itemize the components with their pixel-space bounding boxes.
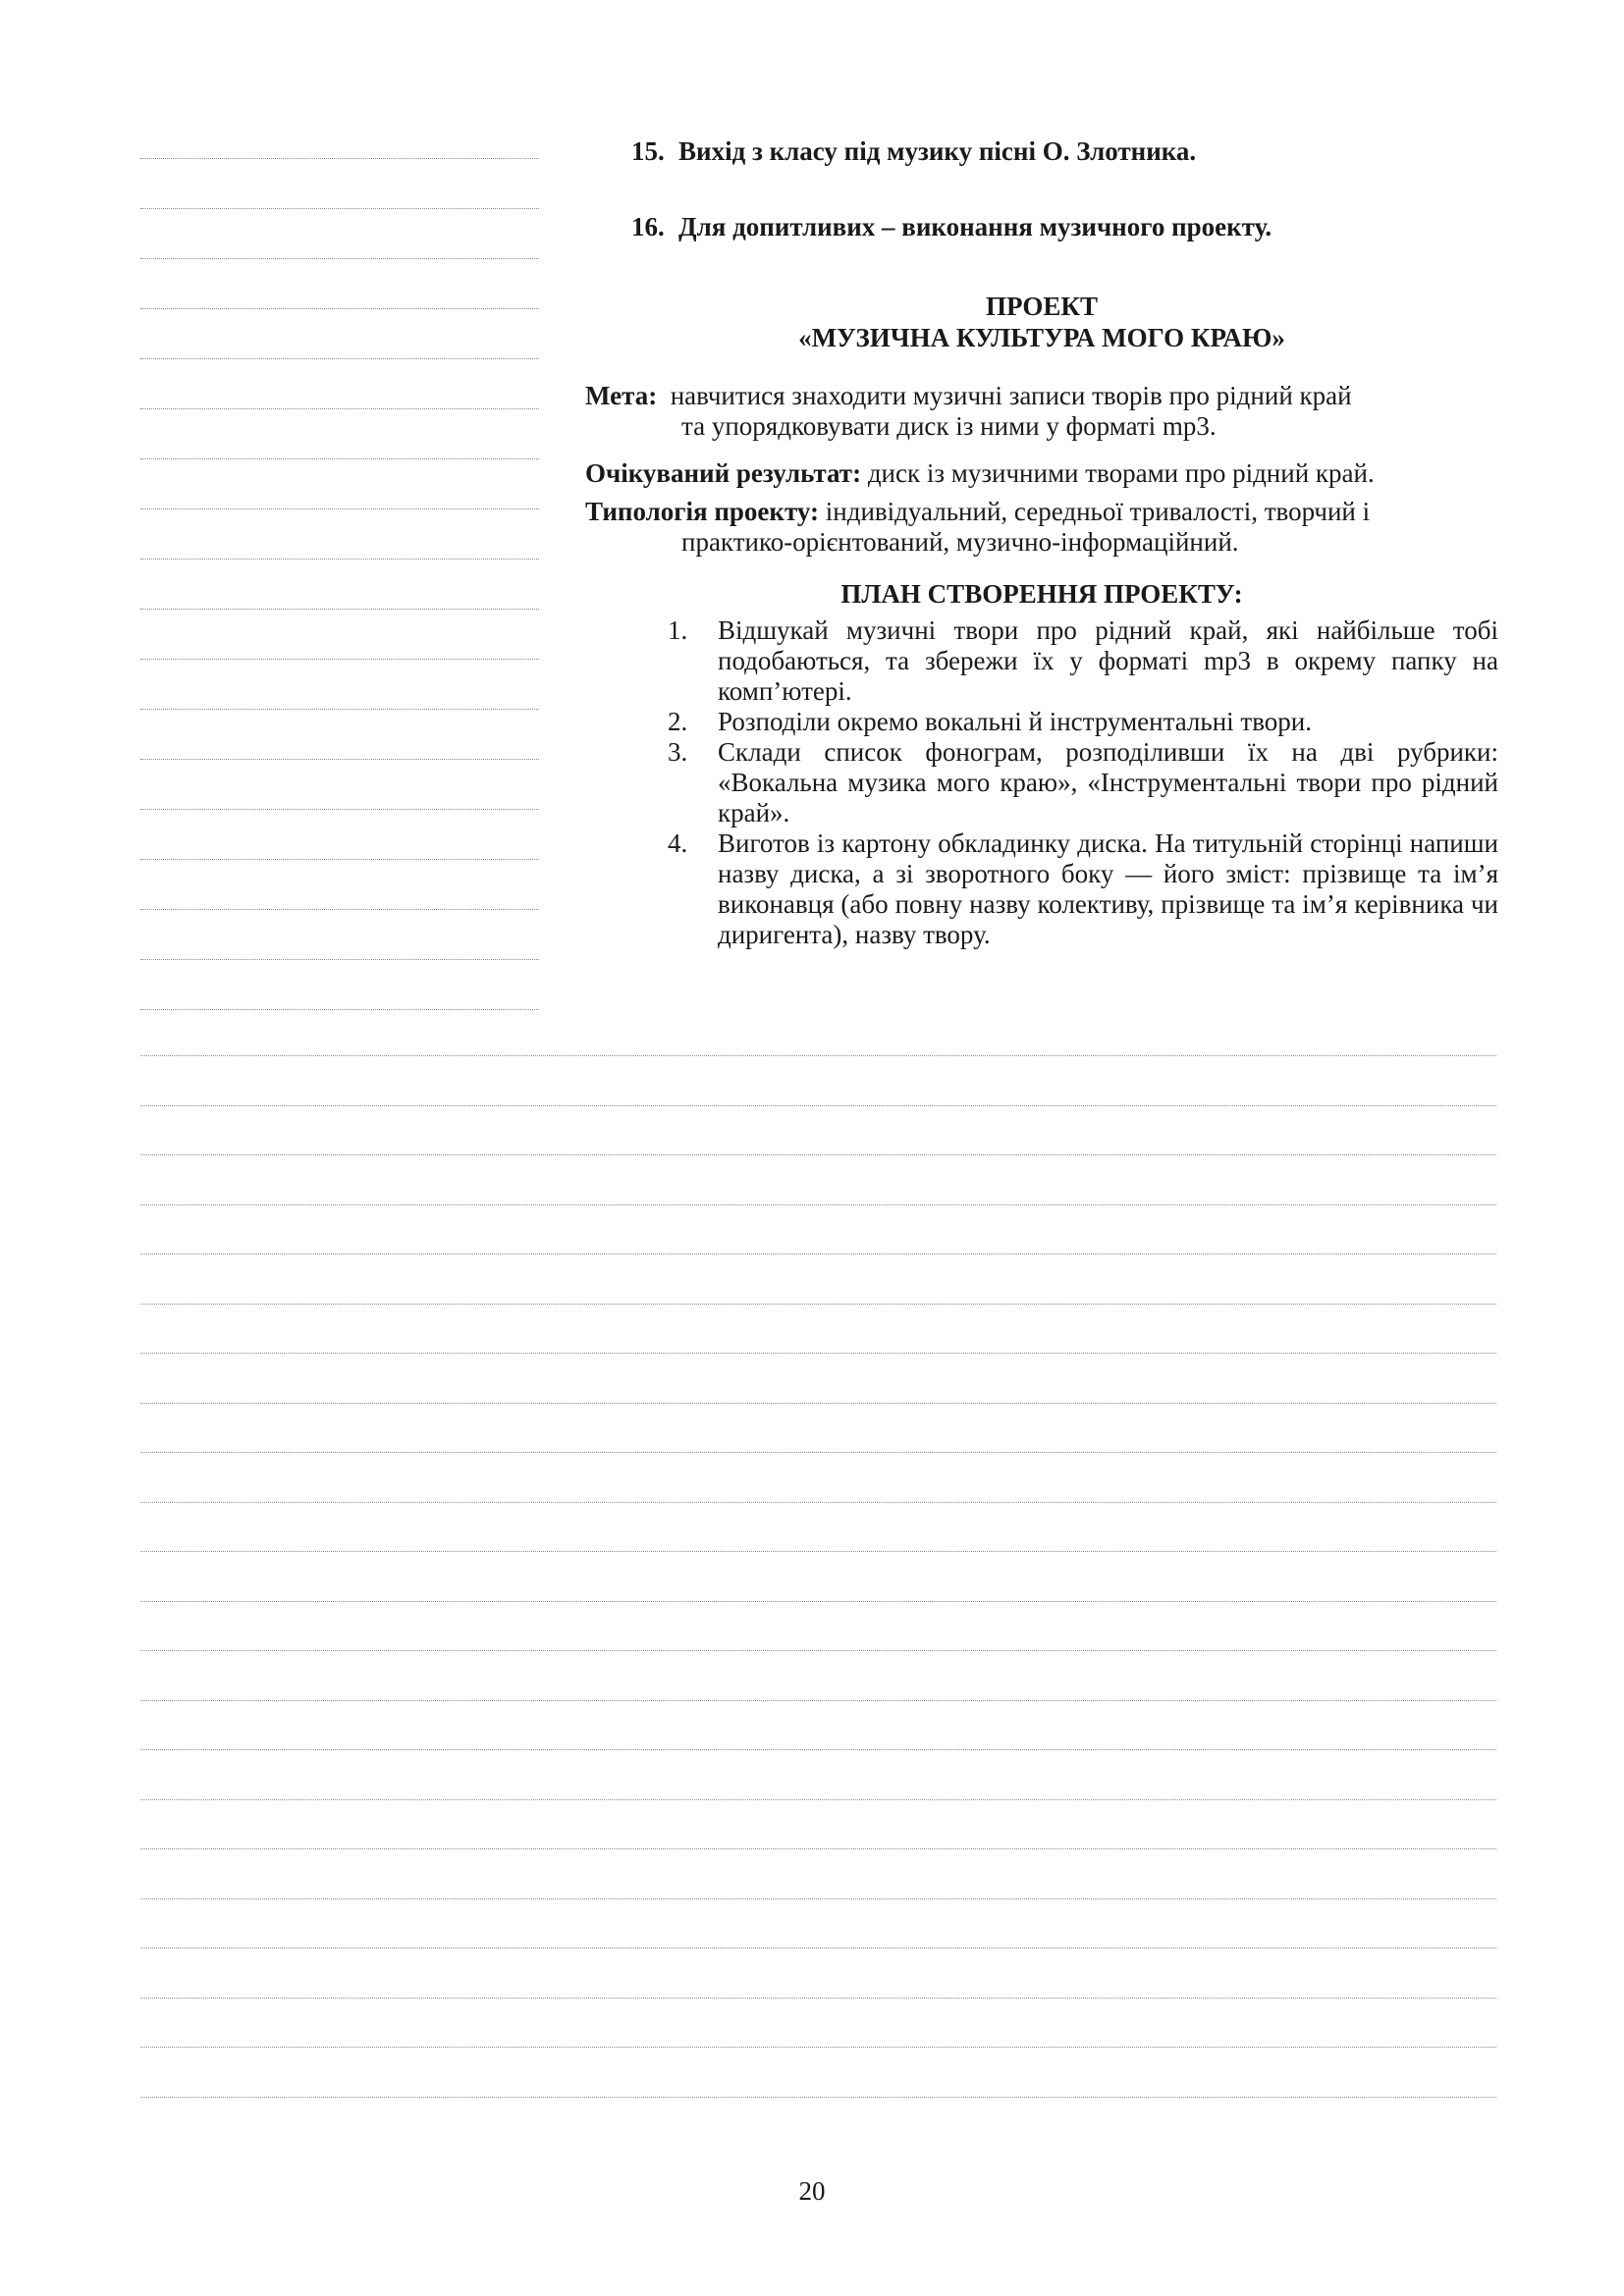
plan-item-number: 3.	[668, 737, 688, 767]
project-label: ПРОЕКТ	[986, 292, 1098, 321]
notes-writing-lines	[140, 1055, 1496, 2098]
writing-line	[140, 159, 539, 209]
writing-line	[140, 1552, 1496, 1602]
writing-line	[140, 910, 539, 960]
writing-line	[140, 1056, 1496, 1106]
plan-item	[668, 707, 1498, 737]
plan-item	[668, 828, 1498, 950]
writing-line	[140, 1255, 1496, 1305]
plan-item	[668, 737, 1498, 828]
plan-item	[668, 615, 1498, 707]
plan-item-number: 4.	[668, 828, 688, 858]
plan-item-number: 2.	[668, 707, 688, 736]
writing-line	[140, 710, 539, 760]
project-title: «МУЗИЧНА КУЛЬТУРА МОГО КРАЮ»	[798, 323, 1285, 352]
typology-text: індивідуальний, середньої тривалості, творчий і	[825, 497, 1371, 526]
writing-line	[140, 1949, 1496, 1999]
writing-line	[140, 509, 539, 560]
writing-line	[140, 1453, 1496, 1503]
typology-label: Типологія проекту:	[585, 497, 820, 526]
project-heading	[585, 291, 1498, 353]
step-text: Для допитливих – виконання музичного проекту.	[678, 212, 1272, 241]
writing-line	[140, 760, 539, 810]
writing-line	[140, 359, 539, 409]
writing-line	[140, 660, 539, 710]
writing-line	[140, 1999, 1496, 2049]
writing-line	[140, 1305, 1496, 1355]
writing-line	[140, 1155, 1496, 1205]
writing-line	[140, 209, 539, 259]
writing-line	[140, 810, 539, 860]
writing-line	[140, 309, 539, 359]
writing-line	[140, 1106, 1496, 1156]
writing-line	[140, 1205, 1496, 1255]
writing-line	[140, 1354, 1496, 1404]
result-label: Очікуваний результат:	[585, 458, 862, 488]
plan-item-text: Розподіли окремо вокальні й інструментальні твори.	[718, 707, 1312, 736]
writing-line	[140, 860, 539, 910]
plan-item-number: 1.	[668, 615, 688, 645]
writing-line	[140, 2048, 1496, 2098]
project-goal	[585, 381, 1498, 442]
step-text: Вихід з класу під музику пісні О. Злотника.	[678, 136, 1197, 166]
plan-item-text: Склади список фонограм, розподіливши їх на дві рубрики: «Вокальна музика мого краю», «Інструментальні твори про рідний край».	[718, 737, 1498, 828]
writing-line	[140, 1503, 1496, 1553]
writing-line	[140, 1404, 1496, 1454]
writing-line	[140, 259, 539, 309]
writing-line	[140, 409, 539, 459]
plan-item-text: Відшукай музичні твори про рідний край, які найбільше тобі подобаються, та збережи їх у форматі mp3 в окрему папку на комп’ютері.	[718, 615, 1498, 706]
writing-line	[140, 560, 539, 610]
plan-list	[668, 615, 1498, 950]
writing-line	[140, 1602, 1496, 1652]
step-15	[631, 135, 1196, 167]
writing-line	[140, 1899, 1496, 1949]
project-result	[585, 458, 1498, 489]
step-number: 16.	[631, 212, 665, 241]
writing-line	[140, 610, 539, 660]
step-16	[631, 211, 1272, 242]
project-typology	[585, 497, 1498, 558]
typology-text-continued: практико-орієнтований, музично-інформаційний.	[681, 527, 1239, 557]
goal-text-continued: та упорядковувати диск із ними у форматі mp3.	[681, 411, 1217, 441]
writing-line	[140, 1701, 1496, 1751]
page-number: 20	[798, 2176, 826, 2206]
writing-line	[140, 1750, 1496, 1800]
step-number: 15.	[631, 136, 665, 166]
writing-line	[140, 1651, 1496, 1701]
side-writing-lines	[140, 158, 539, 1010]
writing-line	[140, 960, 539, 1010]
plan-item-text: Виготов із картону обкладинку диска. На титульній сторінці напиши назву диска, а зі зворотного боку — його зміст: прізвище та ім’я виконавця (або повну назву колективу, прізвище та ім’я керівника чи диригента), назву твору.	[718, 828, 1498, 949]
result-text: диск із музичними творами про рідний край.	[867, 458, 1375, 488]
writing-line	[140, 459, 539, 509]
plan-title: ПЛАН СТВОРЕННЯ ПРОЕКТУ:	[840, 579, 1243, 609]
writing-line	[140, 1800, 1496, 1850]
goal-label: Мета:	[585, 381, 658, 410]
writing-line	[140, 1849, 1496, 1899]
goal-text: навчитися знаходити музичні записи творів про рідний край	[670, 381, 1352, 410]
